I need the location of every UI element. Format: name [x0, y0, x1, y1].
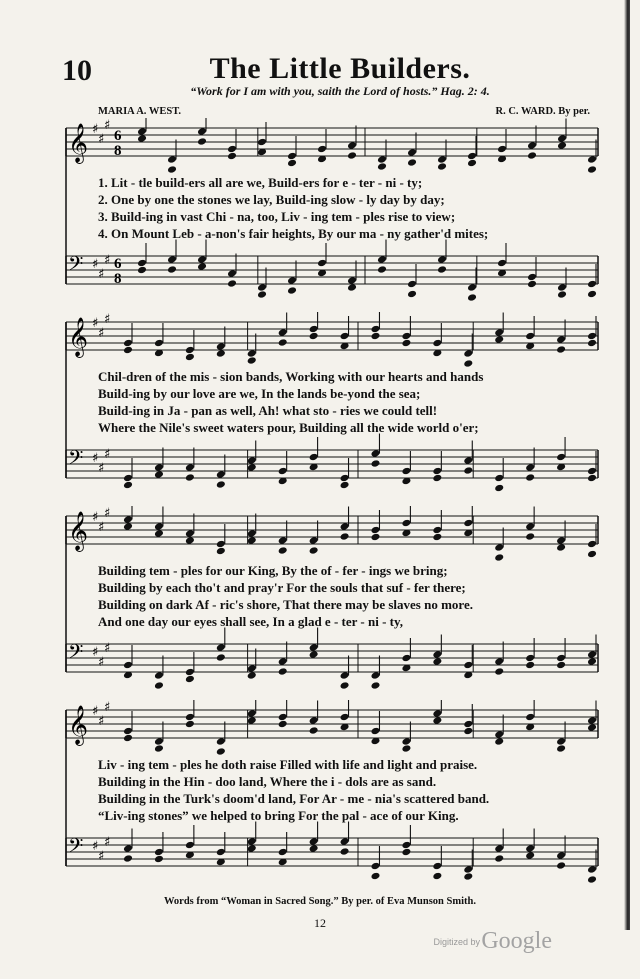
treble-clef-icon: 𝄞 — [68, 705, 89, 745]
note-head — [309, 726, 319, 735]
note-head — [278, 338, 288, 347]
note-head — [154, 744, 164, 753]
sharp-icon: ♯ — [92, 704, 99, 719]
note-head — [278, 546, 288, 555]
note-head — [587, 165, 597, 174]
note-head — [216, 747, 226, 756]
note-head — [278, 667, 288, 676]
note-head — [370, 533, 380, 542]
note-head — [407, 290, 417, 299]
note-head — [197, 262, 207, 271]
sharp-icon: ♯ — [92, 510, 99, 525]
treble-clef-icon: 𝄞 — [68, 123, 89, 163]
note-head — [123, 346, 133, 355]
note-head — [309, 332, 319, 341]
note-head — [587, 290, 597, 299]
sharp-icon: ♯ — [98, 714, 105, 729]
sharp-icon: ♯ — [98, 849, 105, 864]
note-head — [587, 723, 597, 732]
note-head — [347, 151, 357, 160]
note-head — [278, 720, 288, 729]
sharp-icon: ♯ — [98, 132, 105, 147]
lyric-line: And one day our eyes shall see, In a glad e - ter - ni - ty, — [98, 614, 404, 629]
sharp-icon: ♯ — [92, 316, 99, 331]
music-system-3 — [62, 506, 602, 696]
lyric-line: Liv - ing tem - ples he doth raise Filled with life and light and praise. — [98, 757, 478, 772]
lyric-line: Build-ing by our love are we, In the lands be-yond the sea; — [98, 386, 421, 401]
lyrics-system-2 — [98, 368, 598, 436]
hymn-title: The Little Builders. — [209, 52, 471, 85]
sharp-icon: ♯ — [92, 257, 99, 272]
note-head — [463, 359, 473, 368]
treble-clef-icon: 𝄞 — [68, 317, 89, 357]
note-head — [467, 159, 477, 168]
footer-credit: Words from “Woman in Sacred Song.” By per. of Eva Munson Smith. — [164, 896, 476, 907]
note-head — [247, 463, 257, 472]
note-head — [587, 550, 597, 559]
note-head — [123, 481, 133, 490]
note-head — [309, 650, 319, 659]
time-signature-bottom: 8 — [114, 143, 122, 159]
sharp-icon: ♯ — [104, 312, 111, 327]
note-head — [247, 844, 257, 853]
sharp-icon: ♯ — [92, 645, 99, 660]
sharp-icon: ♯ — [92, 122, 99, 137]
page-number: 12 — [314, 916, 326, 930]
note-head — [340, 847, 350, 856]
sharp-icon: ♯ — [104, 447, 111, 462]
note-head — [557, 141, 567, 150]
sharp-icon: ♯ — [92, 839, 99, 854]
note-head — [216, 480, 226, 489]
sharp-icon: ♯ — [98, 655, 105, 670]
digitized-label: Digitized by — [433, 937, 480, 947]
music-system-1 — [62, 118, 602, 308]
note-head — [494, 854, 504, 863]
note-head — [370, 681, 380, 690]
note-head — [494, 335, 504, 344]
google-logo: Google — [481, 928, 552, 954]
note-head — [437, 265, 447, 274]
time-signature-top: 6 — [114, 256, 122, 272]
bass-clef-icon: 𝄢 — [68, 834, 84, 862]
sharp-icon: ♯ — [104, 641, 111, 656]
lyric-line: 1. Lit - tle build-ers all are we, Build-ers for e - ter - ni - ty; — [98, 175, 423, 190]
note-head — [340, 532, 350, 541]
note-head — [401, 848, 411, 857]
note-head — [401, 744, 411, 753]
note-head — [527, 151, 537, 160]
note-head — [309, 844, 319, 853]
music-system-2 — [62, 312, 602, 502]
note-head — [227, 279, 237, 288]
sharp-icon: ♯ — [104, 506, 111, 521]
note-head — [494, 553, 504, 562]
composer-credit: R. C. WARD. By per. — [495, 106, 590, 117]
note-head — [347, 283, 357, 292]
lyric-line: 2. One by one the stones we lay, Build-ing slow - ly day by day; — [98, 192, 445, 207]
note-head — [227, 152, 237, 161]
note-head — [247, 356, 257, 365]
note-head — [167, 265, 177, 274]
lyric-line: Building in the Hin - doo land, Where the i - dols are as sand. — [98, 774, 437, 789]
music-system-4 — [62, 700, 602, 890]
note-head — [432, 716, 442, 725]
note-head — [216, 349, 226, 358]
note-head — [370, 332, 380, 341]
lyric-line: Building tem - ples for our King, By the of - fer - ings we bring; — [98, 563, 448, 578]
note-head — [587, 875, 597, 884]
note-head — [123, 734, 133, 743]
note-head — [432, 657, 442, 666]
note-head — [370, 872, 380, 881]
sharp-icon: ♯ — [98, 267, 105, 282]
note-head — [556, 861, 566, 870]
sharp-icon: ♯ — [104, 835, 111, 850]
note-head — [154, 681, 164, 690]
lyric-line: Where the Nile's sweet waters pour, Building all the wide world o'er; — [98, 420, 479, 435]
lyrics-system-1 — [98, 174, 598, 242]
note-head — [154, 855, 164, 864]
note-head — [377, 265, 387, 274]
lyric-line: Chil-dren of the mis - sion bands, Working with our hearts and hands — [98, 369, 484, 384]
note-head — [432, 474, 442, 483]
note-head — [216, 653, 226, 662]
note-head — [154, 529, 164, 538]
time-signature-top: 6 — [114, 128, 122, 144]
lyric-line: Building by each tho't and pray'r For the souls that suf - fer there; — [98, 580, 466, 595]
note-head — [587, 339, 597, 348]
note-head — [556, 661, 566, 670]
note-head — [370, 459, 380, 468]
note-head — [556, 744, 566, 753]
note-head — [247, 536, 257, 545]
note-head — [247, 716, 257, 725]
note-head — [309, 546, 319, 555]
note-head — [556, 543, 566, 552]
lyric-line: 4. On Mount Leb - a-non's fair heights, By our ma - ny gather'd mites; — [98, 226, 489, 241]
lyric-line: 3. Build-ing in vast Chi - na, too, Liv - ing tem - ples rise to view; — [98, 209, 456, 224]
note-head — [587, 474, 597, 483]
lyrics-system-4 — [98, 756, 598, 824]
note-head — [185, 536, 195, 545]
note-head — [216, 547, 226, 556]
hymn-number: 10 — [62, 54, 92, 87]
bass-clef-icon: 𝄢 — [68, 446, 84, 474]
sharp-icon: ♯ — [98, 326, 105, 341]
note-head — [123, 854, 133, 863]
page-edge — [624, 0, 630, 930]
note-head — [587, 657, 597, 666]
note-head — [401, 339, 411, 348]
note-head — [185, 720, 195, 729]
note-head — [494, 484, 504, 493]
note-head — [432, 533, 442, 542]
sharp-icon: ♯ — [104, 700, 111, 715]
note-head — [137, 266, 147, 275]
note-head — [525, 661, 535, 670]
note-head — [437, 162, 447, 171]
note-head — [137, 134, 147, 143]
bass-clef-icon: 𝄢 — [68, 252, 84, 280]
note-head — [340, 681, 350, 690]
note-head — [247, 671, 257, 680]
bass-clef-icon: 𝄢 — [68, 640, 84, 668]
note-head — [463, 727, 473, 736]
note-head — [123, 522, 133, 531]
sharp-icon: ♯ — [98, 520, 105, 535]
treble-clef-icon: 𝄞 — [68, 511, 89, 551]
note-head — [556, 345, 566, 354]
note-head — [407, 158, 417, 167]
note-head — [340, 481, 350, 490]
note-head — [167, 165, 177, 174]
note-head — [154, 470, 164, 479]
sharp-icon: ♯ — [104, 253, 111, 268]
note-head — [463, 466, 473, 475]
note-head — [494, 737, 504, 746]
note-head — [557, 290, 567, 299]
note-head — [432, 872, 442, 881]
sharp-icon: ♯ — [92, 451, 99, 466]
lyric-line: Build-ing in Ja - pan as well, Ah! what sto - ries we could tell! — [98, 403, 438, 418]
note-head — [527, 280, 537, 289]
note-head — [525, 851, 535, 860]
note-head — [377, 162, 387, 171]
note-head — [185, 473, 195, 482]
lyrics-system-3 — [98, 562, 598, 630]
note-head — [525, 473, 535, 482]
note-head — [197, 137, 207, 146]
note-head — [287, 286, 297, 295]
author-credit: MARIA A. WEST. — [98, 106, 182, 117]
lyric-line: Building on dark Af - ric's shore, That there may be slaves no more. — [98, 597, 473, 612]
lyric-line: “Liv-ing stones” we helped to bring For the pal - ace of our King. — [98, 808, 459, 823]
lyric-line: Building in the Turk's doom'd land, For Ar - me - nia's scattered band. — [98, 791, 490, 806]
time-signature-bottom: 8 — [114, 271, 122, 287]
note-head — [287, 159, 297, 168]
sharp-icon: ♯ — [98, 461, 105, 476]
note-head — [467, 293, 477, 302]
note-head — [494, 667, 504, 676]
sharp-icon: ♯ — [104, 118, 111, 133]
note-head — [463, 872, 473, 881]
note-head — [257, 290, 267, 299]
hymn-epigraph: “Work for I am with you, saith the Lord of hosts.” Hag. 2: 4. — [190, 84, 490, 98]
note-head — [185, 353, 195, 362]
note-head — [525, 532, 535, 541]
note-head — [185, 675, 195, 684]
